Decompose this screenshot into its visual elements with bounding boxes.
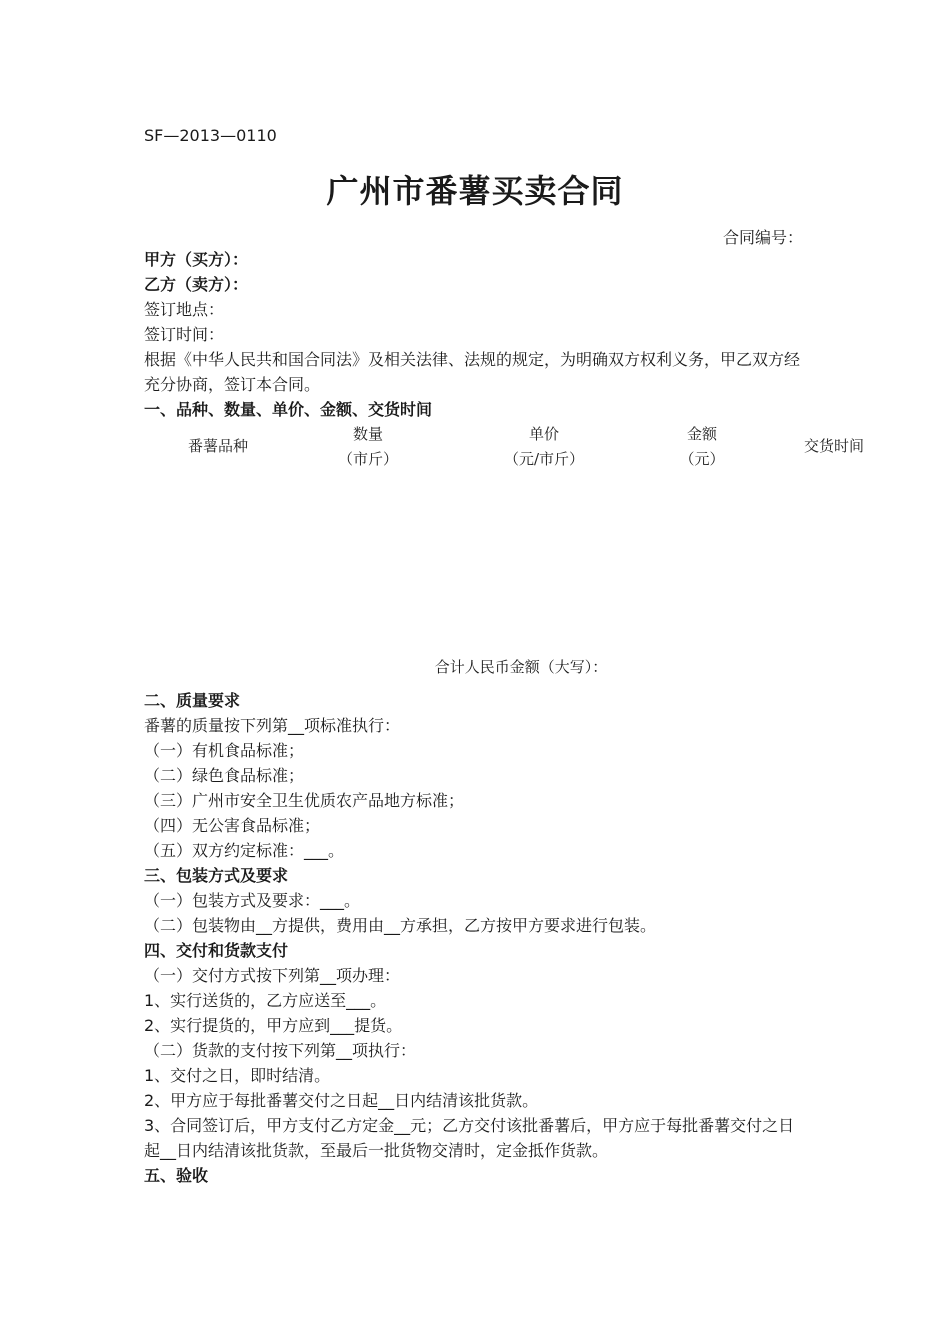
contract-title: 广州市番薯买卖合同 [326,172,624,210]
col-unit-price: 单价 （元/市斤） [503,425,585,468]
col-delivery-time: 交货时间 [803,437,864,455]
party-a-label: 甲方（买方）： [144,250,249,269]
delivery-lead: （一）交付方式按下列第__项办理： [144,966,401,985]
section5-heading: 五、验收 [144,1166,209,1185]
payment-lead: （二）货款的支付按下列第__项执行： [144,1041,417,1060]
quality-item: （三）广州市安全卫生优质农产品地方标准； [144,791,465,810]
section2-heading: 二、质量要求 [144,691,241,710]
party-b-label: 乙方（卖方）： [144,275,249,294]
col-variety: 番薯品种 [187,437,248,455]
packaging-item: （二）包装物由__方提供，费用由__方承担，乙方按甲方要求进行包装。 [144,916,657,935]
payment-item: 3、合同签订后，甲方支付乙方定金__元；乙方交付该批番薯后，甲方应于每批番薯交付之日起__日内结清该批货款，至最后一批货物交清时，定金抵作货款。 [144,1116,795,1160]
payment-item: 1、交付之日，即时结清。 [144,1066,331,1085]
section1-heading: 一、品种、数量、单价、金额、交货时间 [144,400,433,419]
quality-lead: 番薯的质量按下列第__项标准执行： [144,716,401,735]
sign-place-label: 签订地点： [144,300,225,319]
contract-header-block [144,247,804,422]
delivery-item: 2、实行提货的，甲方应到___提货。 [144,1016,403,1035]
total-amount-label: 合计人民币金额（大写）： [434,658,608,676]
goods-table-header [0,422,950,474]
contract-number-label: 合同编号： [723,228,804,247]
document-code: SF—2013—0110 [144,126,277,145]
quality-item: （一）有机食品标准； [144,741,305,760]
intro-paragraph: 根据《中华人民共和国合同法》及相关法律、法规的规定，为明确双方权利义务，甲乙双方经充分协商，签订本合同。 [144,350,801,394]
section4-heading: 四、交付和货款支付 [144,941,289,960]
section3-heading: 三、包装方式及要求 [144,866,289,885]
col-amount: 金额 （元） [679,425,725,468]
quality-item: （二）绿色食品标准； [144,766,305,785]
quality-item: （五）双方约定标准：___。 [144,841,345,860]
sign-time-label: 签订时间： [144,325,225,344]
packaging-item: （一）包装方式及要求：___。 [144,891,361,910]
delivery-item: 1、实行送货的，乙方应送至___。 [144,991,387,1010]
col-quantity: 数量 （市斤） [337,425,398,468]
contract-terms-block [144,688,804,1188]
quality-item: （四）无公害食品标准； [144,816,321,835]
payment-item: 2、甲方应于每批番薯交付之日起__日内结清该批货款。 [144,1091,539,1110]
